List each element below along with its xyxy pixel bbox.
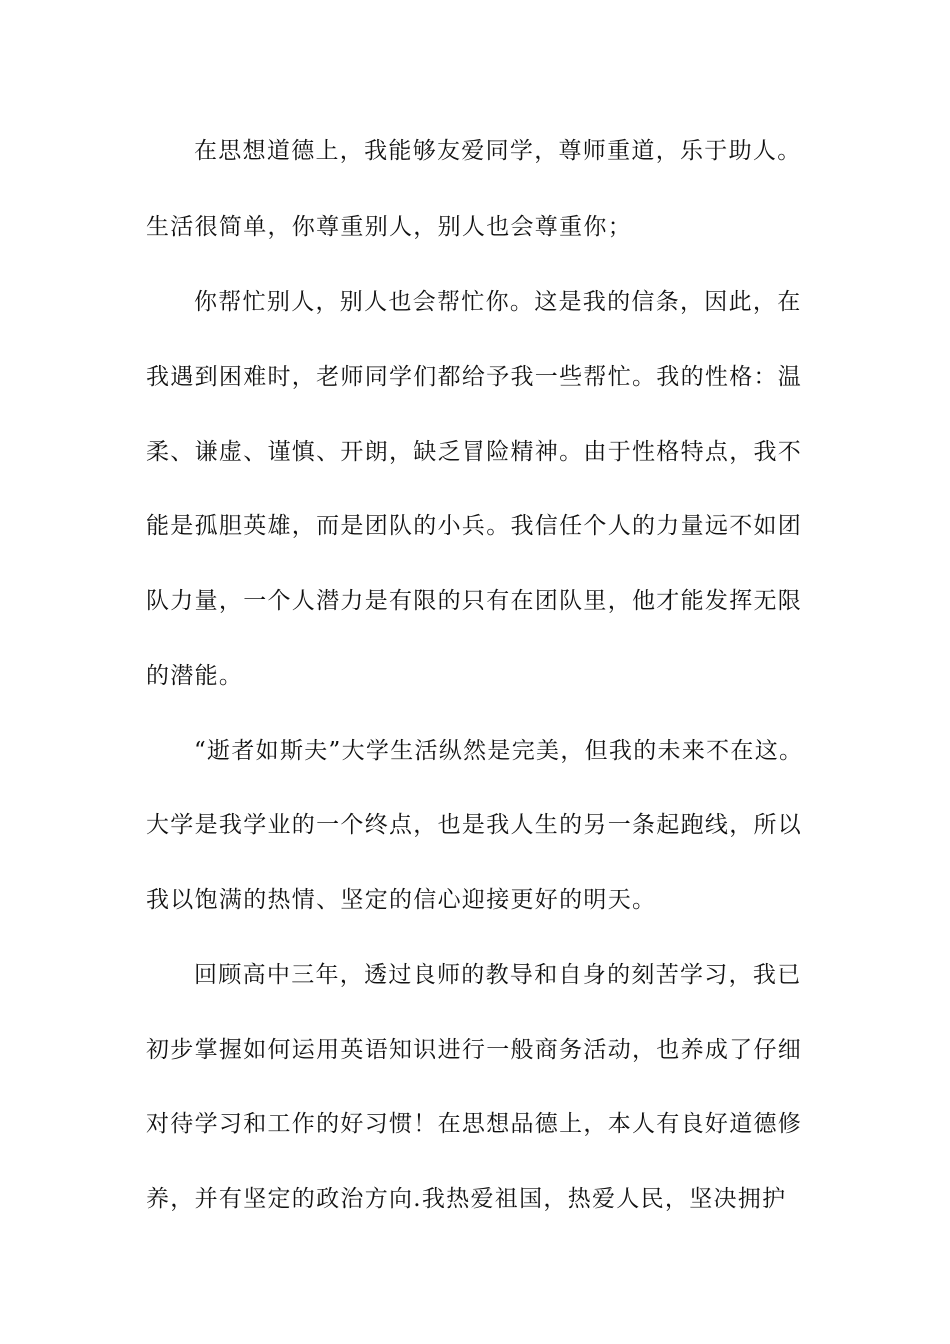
text-line: 的潜能。 <box>146 663 244 689</box>
text-line: 能是孤胆英雄，而是团队的小兵。我信任个人的力量远不如团 <box>146 513 803 539</box>
text-line: 养，并有坚定的政治方向.我热爱祖国，热爱人民，坚决拥护 <box>146 1186 787 1212</box>
text-line: 柔、谦虚、谨慎、开朗，缺乏冒险精神。由于性格特点，我不 <box>146 439 803 465</box>
text-line: 我遇到困难时，老师同学们都给予我一些帮忙。我的性格：温 <box>146 364 803 390</box>
text-line: 生活很简单，你尊重别人，别人也会尊重你； <box>146 214 632 240</box>
text-line: 你帮忙别人，别人也会帮忙你。这是我的信条，因此，在 <box>194 289 802 315</box>
text-line: 大学是我学业的一个终点，也是我人生的另一条起跑线，所以 <box>146 812 803 838</box>
text-line: “逝者如斯夫”大学生活纵然是完美，但我的未来不在这。 <box>194 738 804 764</box>
text-line: 我以饱满的热情、坚定的信心迎接更好的明天。 <box>146 887 657 913</box>
text-line: 回顾高中三年，透过良师的教导和自身的刻苦学习，我已 <box>194 962 802 988</box>
text-line: 初步掌握如何运用英语知识进行一般商务活动，也养成了仔细 <box>146 1037 803 1063</box>
text-line: 在思想道德上，我能够友爱同学，尊师重道，乐于助人。 <box>194 138 802 164</box>
text-line: 队力量，一个人潜力是有限的只有在团队里，他才能发挥无限 <box>146 588 803 614</box>
text-line: 对待学习和工作的好习惯！在思想品德上，本人有良好道德修 <box>146 1111 803 1137</box>
